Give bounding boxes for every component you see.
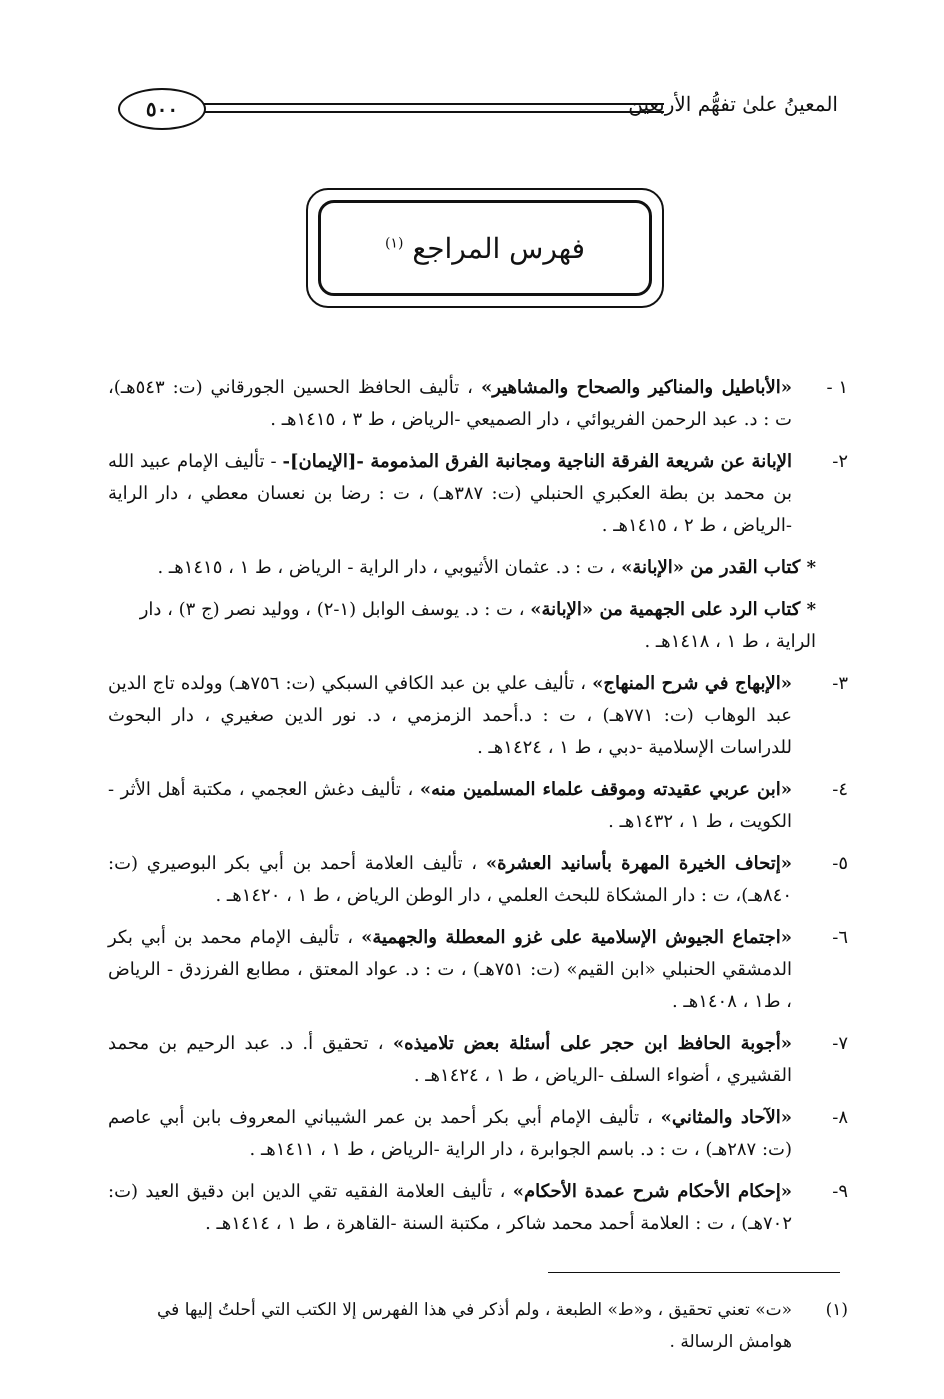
footnote-separator bbox=[548, 1272, 840, 1273]
reference-entry bbox=[108, 1028, 848, 1092]
sub-entry bbox=[108, 552, 848, 584]
entry-title: «إتحاف الخيرة المهرة بأسانيد العشرة» bbox=[485, 853, 792, 874]
entry-details: ، تأليف العلامة أحمد بن أبي بكر البوصيري (ت: ٨٤٠هـ)، ت : دار المشكاة للبحث العلمي ، دار الوطن الرياض ، ط ١ ، ١٤٢٠هـ . bbox=[108, 853, 792, 906]
page-title bbox=[385, 232, 585, 265]
reference-entry bbox=[108, 774, 848, 838]
entry-title: «الأباطيل والمناكير والصحاح والمشاهير» bbox=[480, 377, 792, 398]
title-footnote-ref: (١) bbox=[384, 235, 404, 252]
entry-title: «الإبهاج في شرح المنهاج» bbox=[592, 673, 792, 694]
reference-entry bbox=[108, 848, 848, 912]
sub-entry-details: ، ت : د. عثمان الأثيوبي ، دار الراية - الرياض ، ط ١ ، ١٤١٥هـ . bbox=[157, 557, 616, 578]
reference-entry bbox=[108, 372, 848, 436]
page-header bbox=[118, 88, 838, 132]
entry-number: ٤- bbox=[832, 779, 848, 800]
entry-details: ، تأليف دغش العجمي ، مكتبة أهل الأثر - الكويت ، ط ١ ، ١٤٣٢هـ . bbox=[108, 779, 792, 832]
sub-entry bbox=[108, 594, 848, 658]
page-title-text: فهرس المراجع bbox=[412, 231, 586, 265]
title-frame bbox=[306, 188, 664, 308]
entry-details: ، تأليف الحافظ الحسين الجورقاني (ت: ٥٤٣هـ)، ت : د. عبد الرحمن الفريوائي ، دار الصميعي -الرياض ، ط ٣ ، ١٤١٥هـ . bbox=[108, 377, 792, 430]
reference-entry bbox=[108, 446, 848, 542]
reference-list bbox=[108, 372, 848, 1250]
header-double-rule bbox=[204, 103, 664, 113]
reference-entry bbox=[108, 1176, 848, 1240]
entry-number: ١ - bbox=[826, 377, 848, 398]
page-number: ٥٠٠ bbox=[118, 88, 206, 130]
entry-number: ٧- bbox=[832, 1033, 848, 1054]
entry-number: ٩- bbox=[832, 1181, 848, 1202]
footnote-text: «ت» تعني تحقيق ، و«ط» الطبعة ، ولم أذكر في هذا الفهرس إلا الكتب التي أحلتُ إليها في هوامش الرسالة . bbox=[157, 1300, 792, 1352]
entry-details: ، تأليف علي بن عبد الكافي السبكي (ت: ٧٥٦هـ) وولده تاج الدين عبد الوهاب (ت: ٧٧١هـ) ، ت : د.أحمد الزمزمي ، د. نور الدين صغيري ، دار البحوث للدراسات الإسلامية -دبي ، ط ١ ، ١٤٢٤هـ . bbox=[108, 673, 792, 758]
reference-entry bbox=[108, 922, 848, 1018]
entry-title: «إحكام الأحكام شرح عمدة الأحكام» bbox=[512, 1181, 792, 1202]
entry-number: ٦- bbox=[832, 927, 848, 948]
entry-details: ، تأليف الإمام محمد بن أبي بكر الدمشقي الحنبلي «ابن القيم» (ت: ٧٥١هـ) ، ت : د. عواد المعتق ، مطابع الفرزدق - الرياض ، ط١ ، ١٤٠٨هـ . bbox=[108, 927, 792, 1012]
sub-entry-title: * كتاب القدر من «الإبانة» bbox=[621, 557, 816, 578]
footnote-number: (١) bbox=[825, 1300, 848, 1320]
footnote bbox=[108, 1294, 848, 1358]
entry-title: الإبانة عن شريعة الفرقة الناجية ومجانبة الفرق المذمومة -[الإيمان]- bbox=[282, 451, 792, 472]
entry-title: «أجوبة الحافظ ابن حجر على أسئلة بعض تلاميذه» bbox=[392, 1033, 792, 1054]
entry-details: - تأليف الإمام عبيد الله بن محمد بن بطة العكبري الحنبلي (ت: ٣٨٧هـ) ، ت : رضا بن نعسان معطي ، دار الراية -الرياض ، ط ٢ ، ١٤١٥هـ . bbox=[108, 451, 792, 536]
reference-entry bbox=[108, 668, 848, 764]
entry-number: ٨- bbox=[832, 1107, 848, 1128]
entry-details: ، تأليف الإمام أبي بكر أحمد بن عمر الشيباني المعروف بابن أبي عاصم (ت: ٢٨٧هـ) ، ت : د. باسم الجوابرة ، دار الراية -الرياض ، ط ١ ، ١٤١١هـ . bbox=[108, 1107, 792, 1160]
entry-title: «ابن عربي عقيدته وموقف علماء المسلمين منه» bbox=[419, 779, 792, 800]
entry-title: «اجتماع الجيوش الإسلامية على غزو المعطلة والجهمية» bbox=[361, 927, 792, 948]
reference-entry bbox=[108, 1102, 848, 1166]
title-frame-inner bbox=[318, 200, 652, 296]
sub-entry-details: ، ت : د. يوسف الوابل (١-٢) ، ووليد نصر (ج ٣) ، دار الراية ، ط ١ ، ١٤١٨هـ . bbox=[139, 599, 816, 652]
sub-entry-title: * كتاب الرد على الجهمية من «الإبانة» bbox=[530, 599, 816, 620]
entry-details: ، تأليف العلامة الفقيه تقي الدين ابن دقيق العيد (ت: ٧٠٢هـ) ، ت : العلامة أحمد محمد شاكر ، مكتبة السنة -القاهرة ، ط ١ ، ١٤١٤هـ . bbox=[108, 1181, 792, 1234]
entry-number: ٣- bbox=[832, 673, 848, 694]
running-title: المعينُ علىٰ تفهُّم الأربعين bbox=[628, 92, 838, 116]
entry-details: ، تحقيق أ. د. عبد الرحيم بن محمد القشيري ، أضواء السلف -الرياض ، ط ١ ، ١٤٢٤هـ . bbox=[108, 1033, 792, 1086]
entry-number: ٥- bbox=[832, 853, 848, 874]
entry-number: ٢- bbox=[832, 451, 848, 472]
entry-title: «الآحاد والمثاني» bbox=[660, 1107, 792, 1128]
